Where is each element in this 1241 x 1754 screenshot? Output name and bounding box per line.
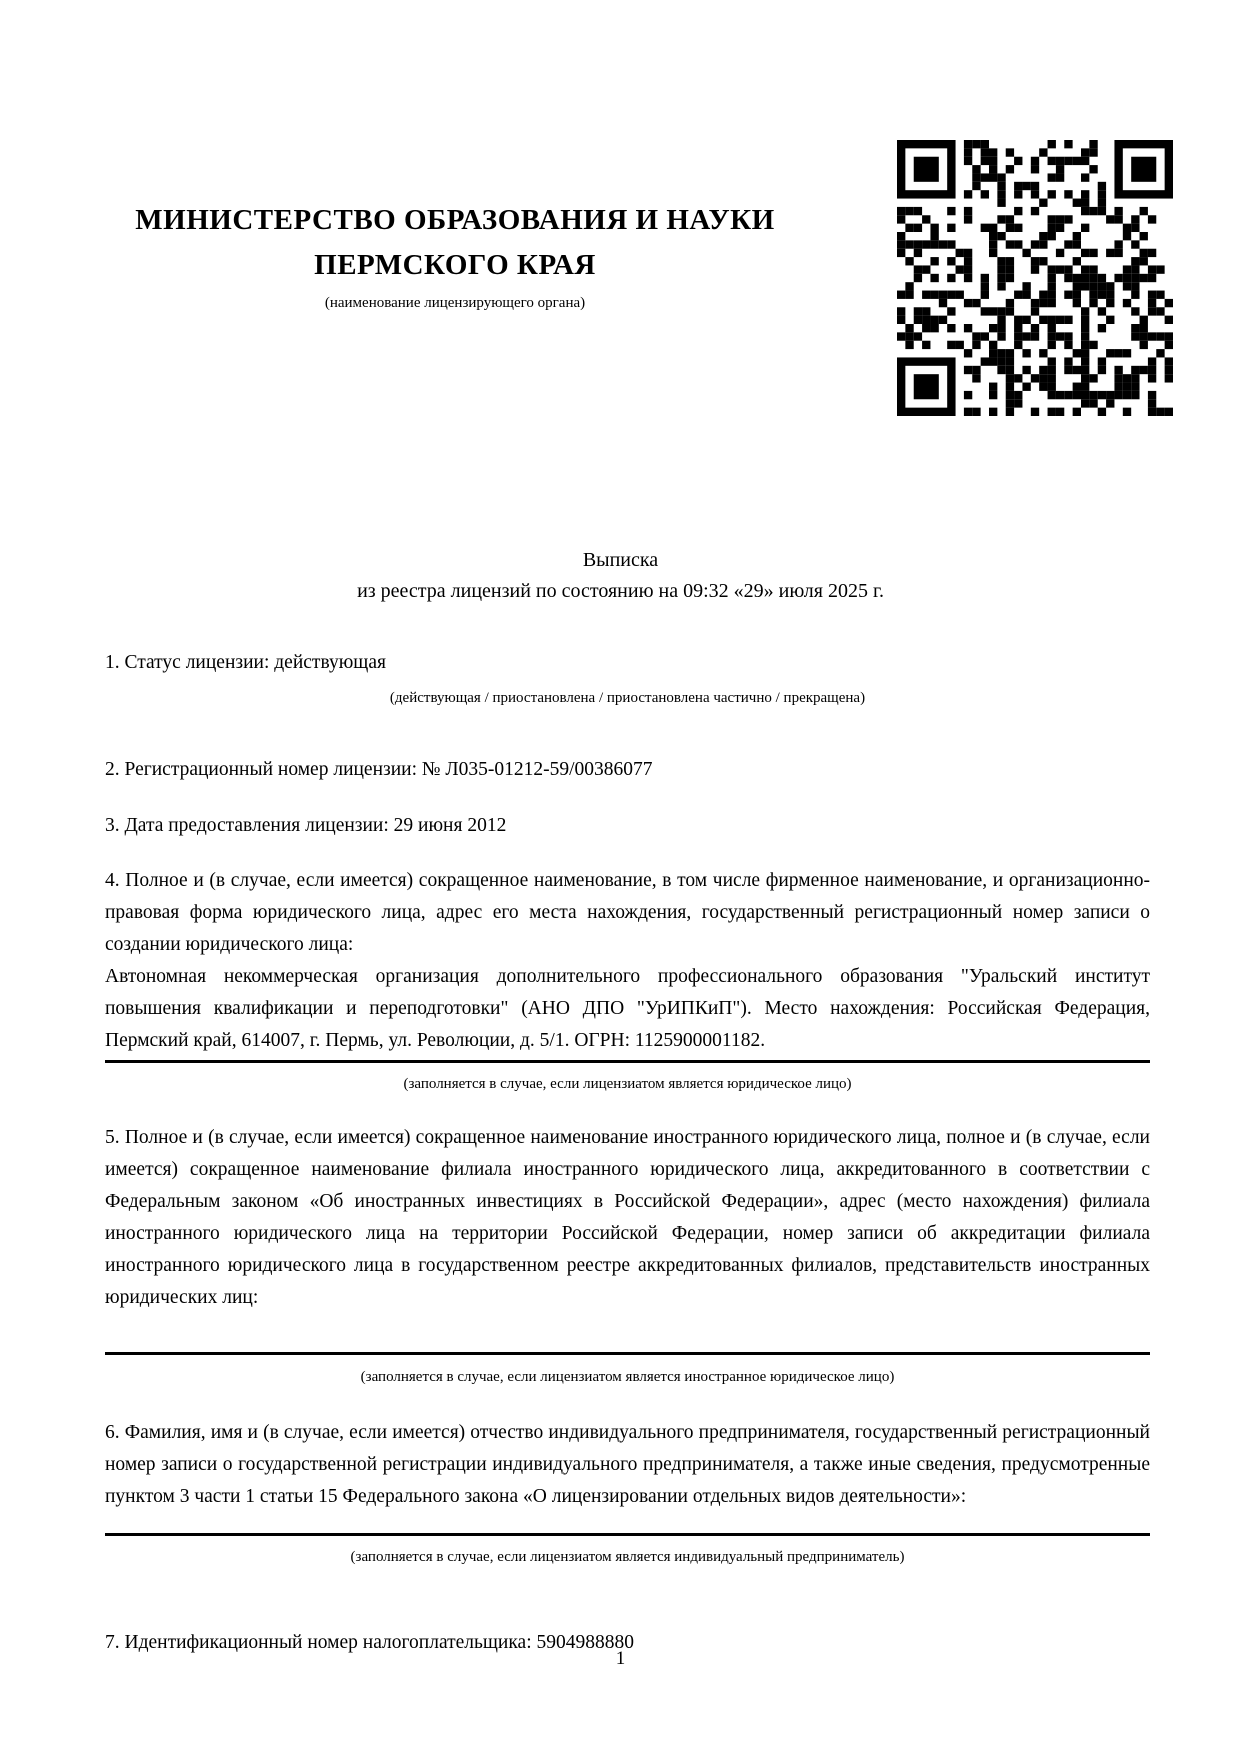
license-status-item: 1. Статус лицензии: действующая [105,652,386,673]
extract-subtitle-line1: Выписка [582,549,659,571]
legal-entity-value: Автономная некоммерческая организация дополнительного профессионального образования "Уральский институт повышения квалификации и переподготовки" (АНО ДПО "УрИПКиП"). Место нахождения: Российская Федерация, Пермский край, 614007, г. Пермь, ул. Революции, д. 5/1. ОГРН: 1125900001182. [105,966,1150,1051]
registration-number-item: 2. Регистрационный номер лицензии: № Л035-01212-59/00386077 [105,759,653,780]
ministry-title-line1: МИНИСТЕРСТВО ОБРАЗОВАНИЯ И НАУКИ [135,204,775,236]
document-body [0,647,1241,1659]
qr-code-icon [897,140,1173,416]
document-header [0,0,1241,425]
foreign-entity-heading: 5. Полное и (в случае, если имеется) сокращенное наименование иностранного юридического лица, полное и (в случае, если имеется) сокращенное наименование филиала иностранного юридического лица, аккредитованного в соответствии с Федеральным законом «Об иностранных инвестициях в Российской Федерации», адрес (место нахождения) филиала иностранного юридического лица на территории Российской Федерации, номер записи об аккредитации филиала иностранного юридического лица в государственном реестре аккредитованных филиалов, представительств иностранных юридических лиц: [105,1127,1150,1308]
extract-subtitle [0,545,1241,607]
license-status-caption: (действующая / приостановлена / приостановлена частично / прекращена) [389,690,866,706]
foreign-entity-caption: (заполняется в случае, если лицензиатом является иностранное юридическое лицо) [360,1369,895,1385]
entrepreneur-fill-line [105,1533,1150,1536]
entrepreneur-caption: (заполняется в случае, если лицензиатом является индивидуальный предприниматель) [350,1549,905,1565]
foreign-entity-fill-line [105,1352,1150,1355]
legal-entity-heading: 4. Полное и (в случае, если имеется) сокращенное наименование, в том числе фирменное наименование, и организационно-правовая форма юридического лица, адрес его места нахождения, государственный регистрационный номер записи о создании юридического лица: [105,870,1150,955]
extract-subtitle-line2: из реестра лицензий по состоянию на 09:32 «29» июля 2025 г. [357,580,884,602]
title-caption: (наименование лицензирующего органа) [324,295,586,311]
taxpayer-id-item: 7. Идентификационный номер налогоплательщика: 5904988880 [105,1632,634,1653]
legal-entity-fill-line [105,1060,1150,1063]
page-title [85,198,825,312]
legal-entity-caption: (заполняется в случае, если лицензиатом является юридическое лицо) [403,1076,852,1092]
page-number: 1 [615,1648,626,1669]
entrepreneur-heading: 6. Фамилия, имя и (в случае, если имеется) отчество индивидуального предпринимателя, государственный регистрационный номер записи о государственной регистрации индивидуального предпринимателя, а также иные сведения, предусмотренные пунктом 3 части 1 статьи 15 Федерального закона «О лицензировании отдельных видов деятельности»: [105,1422,1150,1507]
grant-date-item: 3. Дата предоставления лицензии: 29 июня 2012 [105,815,507,836]
ministry-title-line2: ПЕРМСКОГО КРАЯ [314,249,596,281]
